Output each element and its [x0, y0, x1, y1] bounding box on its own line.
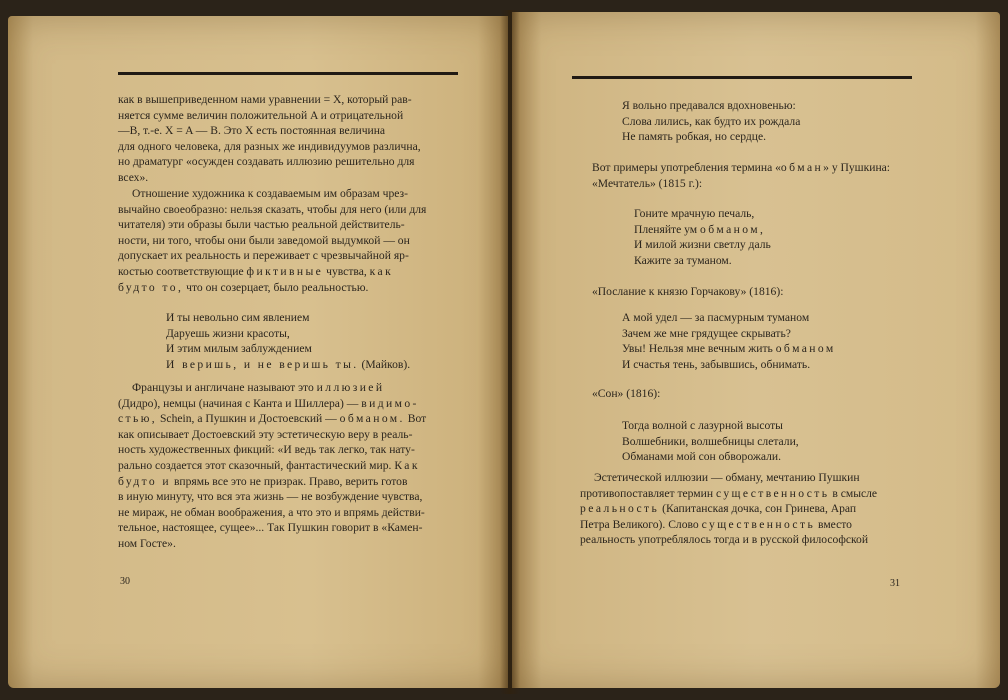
text-line-mixed [580, 517, 912, 533]
text-line: вычайно своеобразно: нельзя сказать, чтобы для него (или для [118, 202, 427, 216]
text-fragment: что он созерцает, было реальностью. [186, 280, 369, 294]
text-line: няется сумме величин положительной A и отрицательной [118, 108, 404, 122]
text-fragment: впрямь все это не призрак. Право, верить готов [173, 474, 408, 488]
verse-attribution: (Майков). [361, 357, 411, 371]
verse-line: Даруешь жизни красоты, [166, 326, 290, 340]
verse-line: Гоните мрачную печаль, [634, 207, 755, 220]
spaced-emphasis: иллюзией [316, 381, 385, 394]
verse-line: Не память робкая, но сердце. [622, 130, 767, 144]
text-line: ности, ни того, чтобы они были заведомой выдумкой — он [118, 233, 410, 247]
text-line-mixed [118, 280, 458, 296]
text-line: тельное, настоящее, сущее»... Так Пушкин говорит в «Камен- [118, 521, 423, 535]
left-paragraph-2 [118, 186, 458, 295]
text-line-mixed [592, 160, 912, 176]
text-fragment: вместо [818, 517, 852, 531]
spaced-emphasis: Как [394, 458, 420, 472]
text-line-mixed [118, 396, 458, 412]
left-verse-maikov [166, 310, 410, 372]
text-line-mixed [118, 380, 458, 396]
spaced-emphasis: существенность [701, 517, 816, 531]
text-line-mixed [118, 411, 458, 427]
verse-line: Слова лились, как будто их рождала [622, 114, 801, 128]
spaced-emphasis: реальность [580, 502, 660, 516]
text-line: но драматург «осужден создавать иллюзию решительно для [118, 155, 415, 169]
spaced-emphasis: будто и [118, 474, 172, 488]
text-fragment: Французы и англичане называют это [132, 381, 314, 394]
text-fragment: Вот примеры употребления термина « [592, 161, 781, 174]
text-fragment: костью соответствующие [118, 264, 244, 278]
spaced-emphasis: видимо- [361, 396, 419, 410]
verse-line: Волшебники, волшебницы слетали, [622, 434, 799, 448]
verse-line: Зачем же мне грядущее скрывать? [622, 326, 791, 340]
text-fragment: в смысле [832, 486, 878, 500]
verse-line: Кажите за туманом. [634, 253, 732, 267]
right-page-number: 31 [890, 578, 900, 589]
text-line: реальность употреблялось тогда и в русской философской [580, 533, 869, 547]
text-line: Отношение художника к создаваемым им образам чрез- [132, 187, 408, 200]
right-intro [592, 160, 912, 191]
text-line: не мираж, не обман воображения, а что это и впрямь действи- [118, 505, 425, 519]
spaced-emphasis: существенность [715, 486, 830, 500]
text-fragment: противопоставляет термин [580, 486, 714, 500]
right-final-paragraph [580, 470, 912, 548]
right-son-source: «Сон» (1816): [592, 387, 661, 400]
text-line: ном Госте». [118, 536, 176, 550]
verse-line-mixed [166, 357, 410, 373]
left-paragraph-3 [118, 380, 458, 552]
text-line: всех». [118, 170, 149, 184]
right-poslanie-source: «Послание к князю Горчакову» (1816): [592, 285, 784, 298]
right-verse-top [622, 98, 800, 145]
spaced-emphasis: будто то, [118, 280, 184, 294]
text-fragment: » у Пушкина: [823, 161, 891, 174]
right-verse-son [622, 418, 799, 465]
text-fragment: (Капитанская дочка, сон Гринева, Арап [662, 502, 857, 516]
text-line-mixed [118, 458, 458, 474]
verse-line: И ты невольно сим явлением [166, 311, 310, 324]
text-line: ность художественных фикций: «И ведь так легко, так нату- [118, 443, 415, 457]
text-line: допускает их реальность и переживает с чрезвычайной яр- [118, 249, 409, 263]
text-line-mixed [580, 486, 912, 502]
verse-line-mixed [622, 341, 836, 357]
spaced-emphasis: обманом [775, 342, 836, 356]
verse-line: И милой жизни светлу даль [634, 238, 771, 252]
text-fragment: Увы! Нельзя мне вечным жить [622, 342, 773, 356]
poem-source: «Мечтатель» (1815 г.): [592, 176, 703, 190]
book-gutter [500, 10, 520, 694]
spaced-emphasis: обман [780, 161, 824, 174]
verse-line: Тогда волной с лазурной высоты [622, 419, 783, 432]
text-fragment: Пленяйте ум [634, 222, 698, 236]
verse-line: Обманами мой сон обворожали. [622, 450, 781, 464]
text-fragment: (Дидро), немцы (начиная с Канта и Шиллера) — [118, 396, 359, 410]
text-line: в иную минуту, что вся эта жизнь — не возбуждение чувства, [118, 490, 423, 504]
spaced-emphasis: как [369, 264, 394, 278]
text-line: Эстетической иллюзии — обману, мечтанию Пушкин [594, 471, 860, 484]
left-page-number: 30 [120, 576, 130, 587]
right-page-header-rule [572, 76, 912, 79]
left-page-header-rule [118, 72, 458, 75]
spaced-emphasis: стью, [118, 412, 158, 426]
spaced-emphasis: обманом. [339, 412, 405, 426]
text-line: —B, т.-е. X = A — B. Это X есть постоянная величина [118, 124, 386, 138]
verse-line-mixed [634, 222, 771, 238]
text-line: для одного человека, для разных же индивидуумов различна, [118, 139, 421, 153]
text-fragment: Schein, а Пушкин и Достоевский — [159, 412, 337, 426]
right-verse-mechtatel [634, 206, 771, 268]
verse-line: Я вольно предавался вдохновенью: [622, 99, 796, 112]
text-fragment: Вот [407, 412, 427, 426]
text-line-mixed [118, 474, 458, 490]
text-line: читателя) эти образы были частью реальной действитель- [118, 218, 405, 232]
spaced-emphasis: фиктивные [246, 264, 324, 278]
text-fragment: рально создается этот сказочный, фантастический мир. [118, 458, 392, 472]
verse-line: А мой удел — за пасмурным туманом [622, 311, 810, 324]
text-line-mixed [118, 264, 458, 280]
text-line-mixed [580, 501, 912, 517]
verse-line: И счастья тень, забывшись, обнимать. [622, 357, 811, 371]
text-line: как в вышеприведенном нами уравнении = X, который рав- [118, 93, 412, 106]
text-fragment: чувства, [326, 264, 367, 278]
left-paragraph-1 [118, 92, 458, 186]
verse-line: И этим милым заблуждением [166, 342, 312, 356]
text-line: как описывает Достоевский эту эстетическую веру в реаль- [118, 427, 413, 441]
text-fragment: Петра Великого). Слово [580, 517, 699, 531]
spaced-emphasis: обманом, [700, 222, 766, 236]
right-verse-poslanie [622, 310, 836, 372]
spaced-emphasis: И веришь, и не веришь ты. [166, 357, 359, 371]
